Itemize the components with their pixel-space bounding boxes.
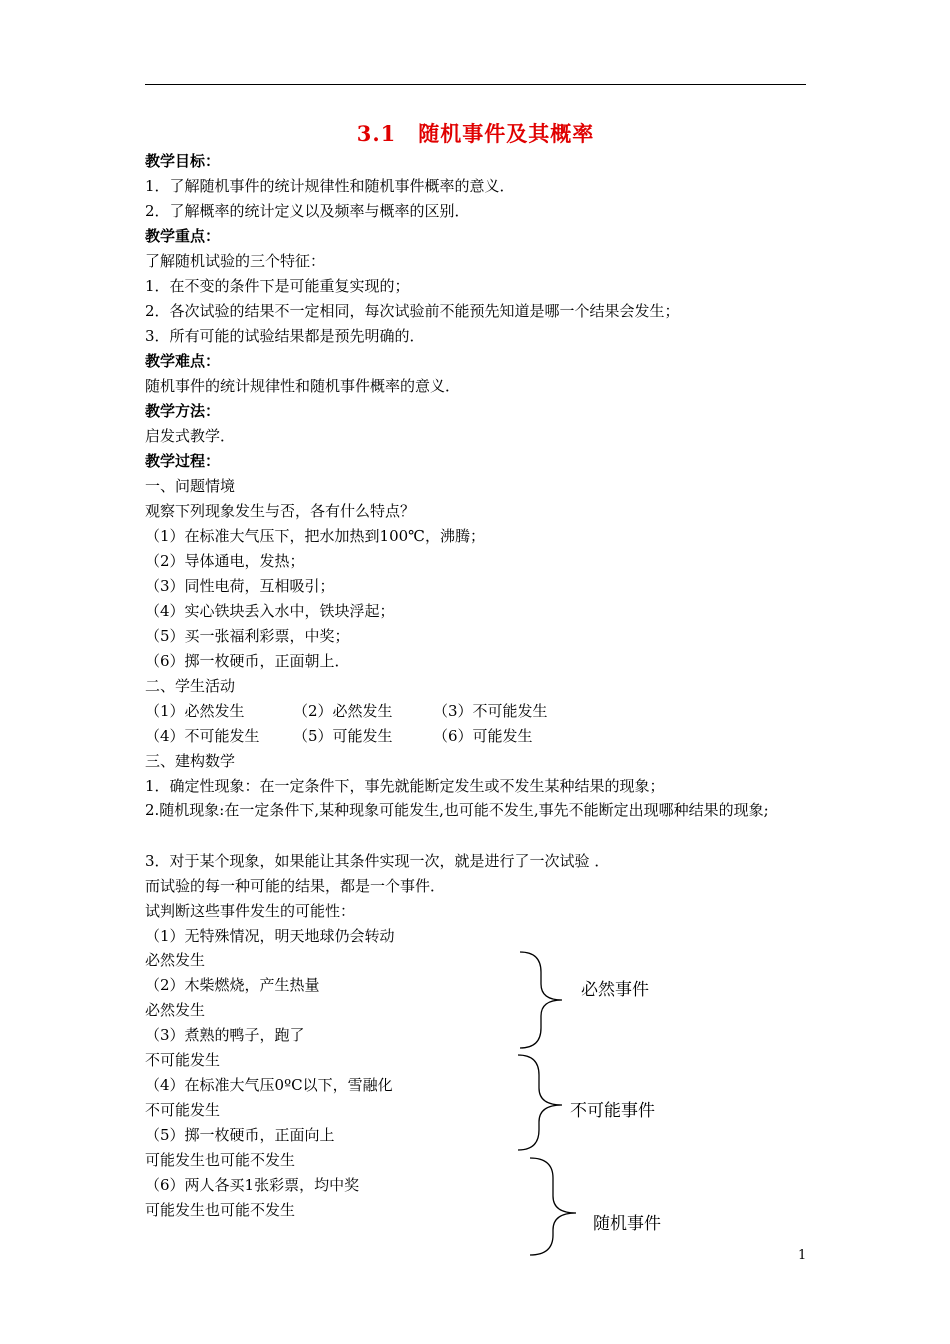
section1-question: 观察下列现象发生与否，各有什么特点？ [145, 502, 416, 520]
keypoints-intro: 了解随机试验的三个特征： [145, 252, 326, 270]
brace-impossible [518, 1055, 562, 1150]
activity-answer: （1）必然发生 [145, 702, 245, 720]
activity-answer: （3）不可能发生 [433, 702, 548, 720]
difficulties-text: 随机事件的统计规律性和随机事件概率的意义． [145, 377, 461, 395]
brace-random [530, 1158, 576, 1255]
method-heading: 教学方法： [145, 402, 221, 420]
example-answer: 可能发生也可能不发生 [145, 1201, 296, 1219]
phenomenon-item: （1）在标准大气压下，把水加热到100℃，沸腾； [145, 527, 485, 545]
example-event: （6）两人各买1张彩票，均中奖 [145, 1176, 360, 1194]
activity-answer: （5）可能发生 [293, 727, 393, 745]
example-event: （4）在标准大气压0ºC以下，雪融化 [145, 1076, 393, 1094]
example-event: （3）煮熟的鸭子，跑了 [145, 1026, 305, 1044]
example-answer: 不可能发生 [145, 1051, 221, 1069]
concept-item: 3．对于某个现象，如果能让其条件实现一次，就是进行了一次试验 ． [145, 852, 610, 870]
example-event: （5）掷一枚硬币，正面向上 [145, 1126, 335, 1144]
page-title: 3.1 随机事件及其概率 [356, 121, 595, 146]
category-impossible-label: 不可能事件 [570, 1101, 655, 1121]
concept-item: 试判断这些事件发生的可能性： [145, 902, 356, 920]
concept-item: 而试验的每一种可能的结果，都是一个事件． [145, 877, 446, 895]
keypoint-item: 3．所有可能的试验结果都是预先明确的． [145, 327, 425, 345]
example-event: （1）无特殊情况，明天地球仍会转动 [145, 927, 395, 945]
phenomenon-item: （3）同性电荷，互相吸引； [145, 577, 335, 595]
phenomenon-item: （4）实心铁块丢入水中，铁块浮起； [145, 602, 395, 620]
keypoint-item: 2．各次试验的结果不一定相同，每次试验前不能预先知道是哪一个结果会发生； [145, 302, 680, 320]
category-certain-label: 必然事件 [581, 980, 649, 1000]
example-answer: 不可能发生 [145, 1101, 221, 1119]
activity-answer: （6）可能发生 [433, 727, 533, 745]
example-answer: 必然发生 [145, 1001, 206, 1019]
goal-item: 2．了解概率的统计定义以及频率与概率的区别． [145, 202, 470, 220]
section2-title: 二、学生活动 [145, 677, 236, 695]
concept-item: 2.随机现象:在一定条件下,某种现象可能发生,也可能不发生,事先不能断定出现哪种结果的现象; [145, 801, 769, 819]
phenomenon-item: （2）导体通电，发热； [145, 552, 305, 570]
page-number: 1 [798, 1248, 807, 1263]
goal-item: 1．了解随机事件的统计规律性和随机事件概率的意义． [145, 177, 515, 195]
goals-heading: 教学目标： [145, 152, 221, 170]
example-answer: 必然发生 [145, 951, 206, 969]
concept-item: 1．确定性现象：在一定条件下，事先就能断定发生或不发生某种结果的现象； [145, 777, 665, 795]
keypoint-item: 1．在不变的条件下是可能重复实现的； [145, 277, 410, 295]
brace-certain [520, 952, 562, 1048]
section1-title: 一、问题情境 [145, 477, 236, 495]
activity-answer: （2）必然发生 [293, 702, 393, 720]
keypoints-heading: 教学重点： [145, 227, 221, 245]
method-text: 启发式教学． [145, 427, 236, 445]
section3-title: 三、建构数学 [145, 752, 236, 770]
example-event: （2）木柴燃烧，产生热量 [145, 976, 320, 994]
phenomenon-item: （5）买一张福利彩票，中奖； [145, 627, 350, 645]
activity-answer: （4）不可能发生 [145, 727, 260, 745]
category-random-label: 随机事件 [593, 1214, 661, 1234]
process-heading: 教学过程： [145, 452, 221, 470]
example-answer: 可能发生也可能不发生 [145, 1151, 296, 1169]
phenomenon-item: （6）掷一枚硬币，正面朝上． [145, 652, 350, 670]
difficulties-heading: 教学难点： [145, 352, 221, 370]
